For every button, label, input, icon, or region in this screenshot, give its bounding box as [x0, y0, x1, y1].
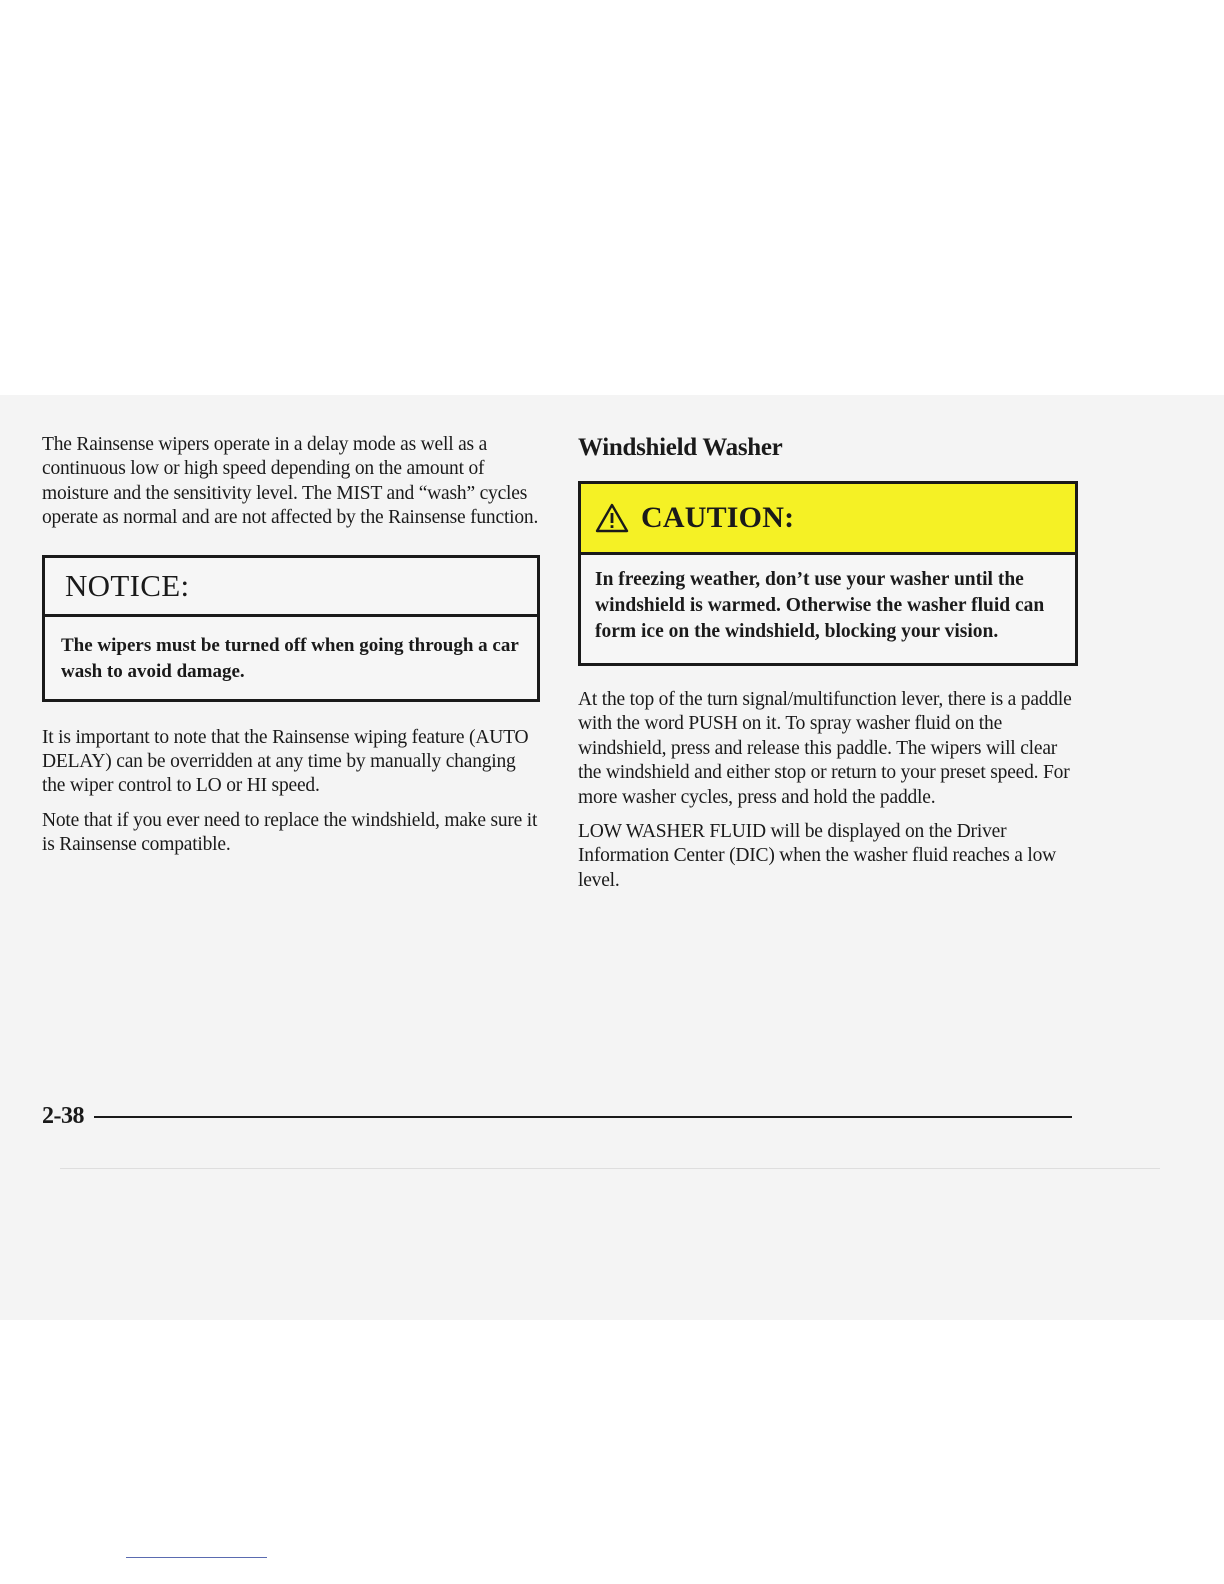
caution-text: In freezing weather, don’t use your washer until the windshield is warmed. Otherwise the washer fluid can form ice on the windshield, blocking your vision.	[595, 569, 1045, 642]
page-number: 2-38	[42, 1103, 84, 1129]
section-title: Windshield Washer	[578, 434, 783, 461]
bottom-mark-line	[126, 1557, 267, 1558]
replace-windshield-paragraph: Note that if you ever need to replace the windshield, make sure it is Rainsense compatible.	[42, 809, 538, 856]
caution-box	[578, 481, 1078, 666]
spray-paragraph: At the top of the turn signal/multifunction lever, there is a paddle with the word PUSH on it. To spray washer fluid on the windshield, press and release this paddle. The wipers will clear the windshield and either stop or return to your preset speed. For more washer cycles, press and hold the paddle.	[578, 689, 1072, 808]
notice-heading: NOTICE:	[45, 558, 537, 617]
notice-text: The wipers must be turned off when going through a car wash to avoid damage.	[61, 634, 519, 682]
override-paragraph: It is important to note that the Rainsense wiping feature (AUTO DELAY) can be overridden at any time by manually changing the wiper control to LO or HI speed.	[42, 726, 529, 797]
left-column	[42, 433, 542, 868]
intro-paragraph: The Rainsense wipers operate in a delay mode as well as a continuous low or high speed depending on the amount of moisture and the sensitivity level. The MIST and “wash” cycles operate as normal and are not affected by the Rainsense function.	[42, 434, 539, 529]
notice-box	[42, 555, 540, 702]
scan-artifact-line	[60, 1168, 1160, 1169]
right-column	[578, 433, 1078, 903]
caution-header	[581, 484, 1075, 555]
warning-triangle-icon	[595, 503, 629, 533]
low-fluid-paragraph: LOW WASHER FLUID will be displayed on the Driver Information Center (DIC) when the washer fluid reaches a low level.	[578, 821, 1057, 891]
footer-rule	[94, 1116, 1072, 1118]
caution-heading: CAUTION:	[641, 501, 795, 534]
page-footer	[42, 1103, 1072, 1130]
